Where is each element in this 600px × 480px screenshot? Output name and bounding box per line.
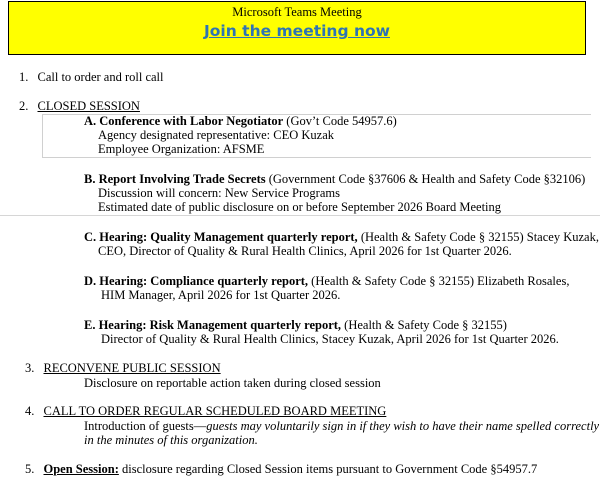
- sub-item-code: (Health & Safety Code § 32155) Stacey Kuzak,: [357, 230, 599, 244]
- agenda-item-4: [25, 404, 386, 418]
- agenda-item-4-sub2: in the minutes of this organization.: [84, 433, 258, 447]
- agenda-item-3: [25, 361, 221, 375]
- sub-item-a-org: Employee Organization: AFSME: [98, 142, 265, 156]
- guests-note: guests may voluntarily sign in if they wish to have their name spelled correctly: [206, 419, 600, 433]
- join-meeting-link[interactable]: Join the meeting now: [204, 22, 390, 40]
- agenda-item-3-sub: Disclosure on reportable action taken during closed session: [84, 376, 381, 390]
- agenda-item-1: [19, 70, 164, 84]
- item-number: 5.: [25, 462, 35, 476]
- item-heading: RECONVENE PUBLIC SESSION: [43, 361, 221, 375]
- banner-title: Microsoft Teams Meeting: [232, 5, 362, 19]
- sub-item-b-line2: Estimated date of public disclosure on or before September 2026 Board Meeting: [98, 200, 502, 214]
- sub-item-d-line2: HIM Manager, April 2026 for 1st Quarter 2026.: [101, 288, 341, 302]
- sub-item-title: A. Conference with Labor Negotiator: [84, 114, 284, 128]
- sub-item-title: B. Report Involving Trade Secrets: [84, 172, 266, 186]
- sub-item-b-title: [84, 172, 585, 186]
- sub-item-c-line2: CEO, Director of Quality & Rural Health Clinics, April 2026 for 1st Quarter 2026.: [98, 244, 512, 258]
- sub-item-code: (Health & Safety Code § 32155): [341, 318, 507, 332]
- sub-item-e-title: [84, 318, 507, 332]
- sub-item-d-title: [84, 274, 569, 288]
- guests-intro: Introduction of guests—: [84, 419, 207, 433]
- sub-item-b-line1: Discussion will concern: New Service Programs: [98, 186, 340, 200]
- agenda-item-4-sub: [84, 419, 599, 433]
- teams-meeting-banner: [8, 1, 586, 55]
- agenda-item-2: [19, 99, 140, 113]
- sub-item-a-rep: Agency designated representative: CEO Kuzak: [98, 128, 335, 142]
- item-number: 4.: [25, 404, 35, 418]
- sub-item-code: (Gov’t Code 54957.6): [283, 114, 397, 128]
- sub-item-title: E. Hearing: Risk Management quarterly report,: [84, 318, 342, 332]
- sub-item-code: (Government Code §37606 & Health and Safety Code §32106): [265, 172, 586, 186]
- sub-item-a-title: [84, 114, 397, 128]
- item-heading: CALL TO ORDER REGULAR SCHEDULED BOARD MEETING: [43, 404, 387, 418]
- sub-item-title: D. Hearing: Compliance quarterly report,: [84, 274, 309, 288]
- sub-item-code: (Health & Safety Code § 32155) Elizabeth Rosales,: [308, 274, 570, 288]
- sub-item-title: C. Hearing: Quality Management quarterly report,: [84, 230, 358, 244]
- section-divider: [0, 215, 600, 216]
- item-text: Call to order and roll call: [37, 70, 164, 84]
- item-heading: Open Session:: [43, 462, 119, 476]
- agenda-item-5: [25, 462, 537, 476]
- item-number: 3.: [25, 361, 35, 375]
- sub-item-c-title: [84, 230, 599, 244]
- item-heading: CLOSED SESSION: [37, 99, 140, 113]
- sub-item-e-line2: Director of Quality & Rural Health Clinics, Stacey Kuzak, April 2026 for 1st Quarter 2026.: [101, 332, 559, 346]
- item-number: 1.: [19, 70, 29, 84]
- item-number: 2.: [19, 99, 29, 113]
- item-text: disclosure regarding Closed Session items pursuant to Government Code §54957.7: [118, 462, 538, 476]
